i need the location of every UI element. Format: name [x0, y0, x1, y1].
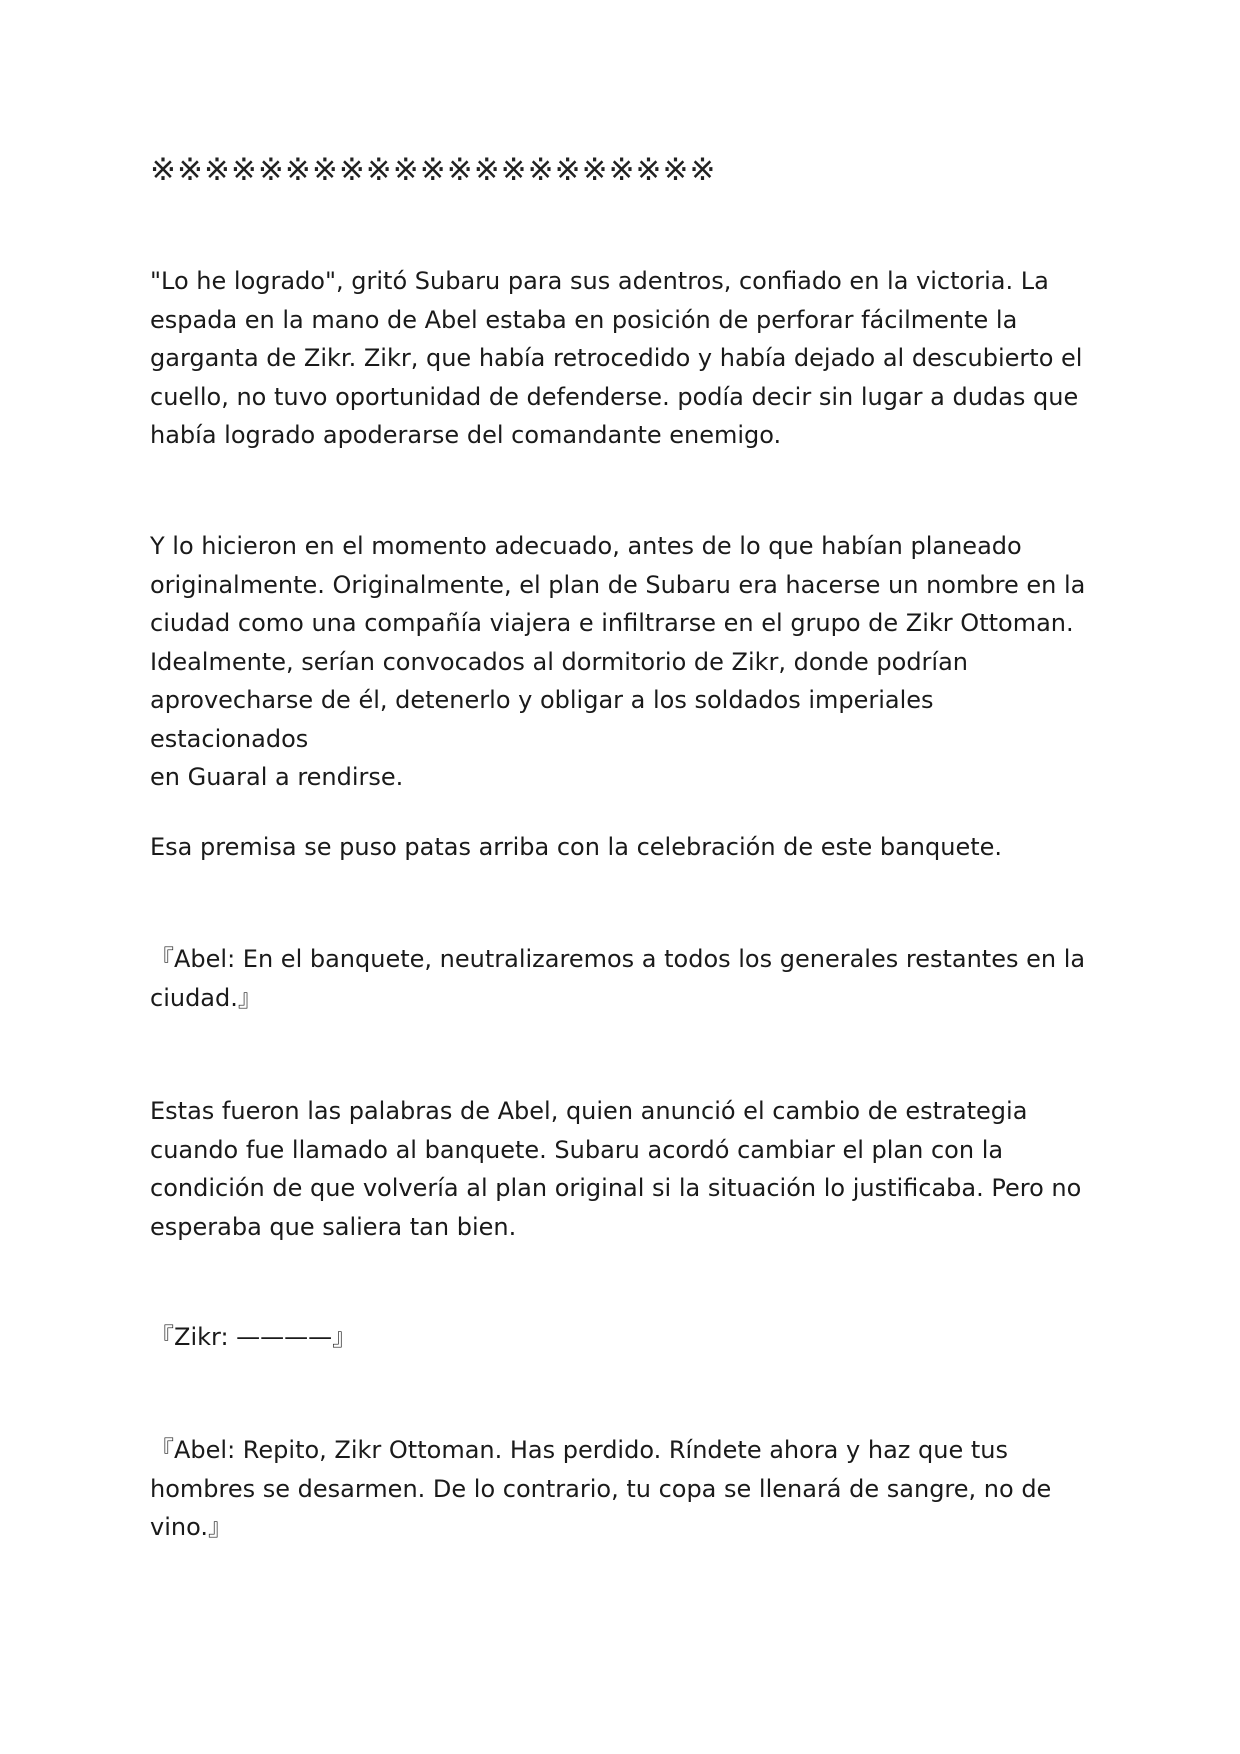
narrative-paragraph: "Lo he logrado", gritó Subaru para sus adentros, confiado en la victoria. La espada en la mano de Abel estaba en posición de perforar fácilmente la garganta de Zikr. Zikr, que había retrocedido y había dejado al descubierto el cuello, no tuvo oportunidad de defenderse. podía decir sin lugar a dudas que había logrado apoderarse del comandante enemigo.	[150, 267, 1083, 449]
narrative-paragraph: Y lo hicieron en el momento adecuado, antes de lo que habían planeado originalmente. Originalmente, el plan de Subaru era hacerse un nombre en la ciudad como una compañía viajera e infiltrarse en el grupo de Zikr Ottoman. Idealmente, serían convocados al dormitorio de Zikr, donde podrían aprovecharse de él, detenerlo y obligar a los soldados imperiales estacionados en Guaral a rendirse.	[150, 532, 1086, 791]
narrative-paragraph: Esa premisa se puso patas arriba con la celebración de este banquete.	[150, 833, 1003, 861]
dialogue-line-abel: 『Abel: Repito, Zikr Ottoman. Has perdido. Ríndete ahora y haz que tus hombres se desarmen. De lo contrario, tu copa se llenará de sangre, no de vino.』	[150, 1436, 1052, 1541]
dialogue-line-zikr: 『Zikr: ————』	[150, 1323, 357, 1351]
narrative-paragraph: Estas fueron las palabras de Abel, quien anunció el cambio de estrategia cuando fue llamado al banquete. Subaru acordó cambiar el plan con la condición de que volvería al plan original si la situación lo justificaba. Pero no esperaba que saliera tan bien.	[150, 1097, 1082, 1241]
section-separator: ※※※※※※※※※※※※※※※※※※※※※	[150, 152, 717, 188]
dialogue-line-abel: 『Abel: En el banquete, neutralizaremos a todos los generales restantes en la ciudad.』	[150, 945, 1086, 1012]
